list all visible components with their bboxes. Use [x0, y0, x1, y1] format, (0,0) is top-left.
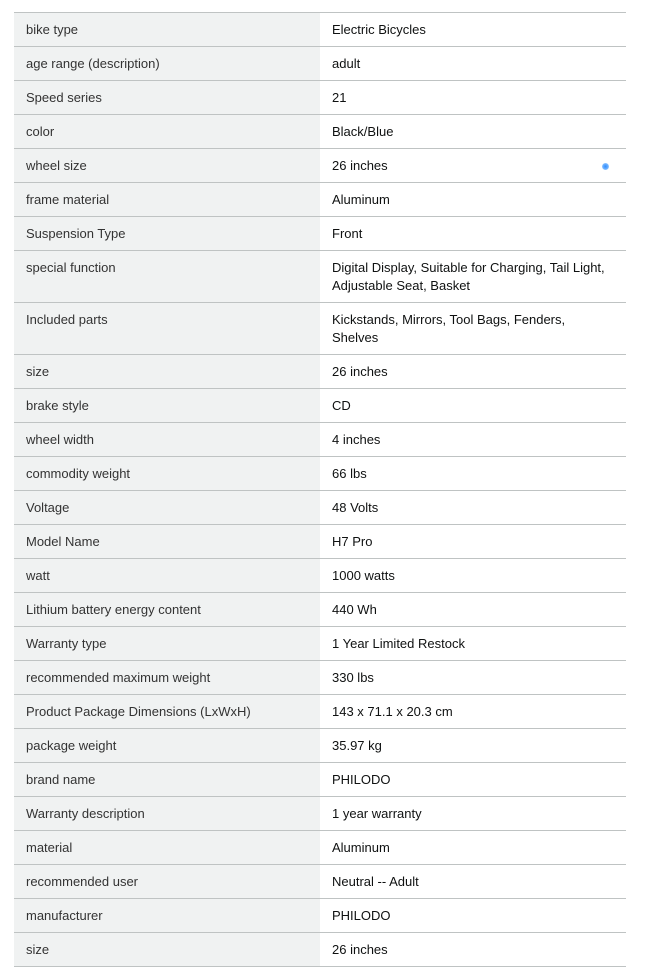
spec-row [14, 695, 626, 729]
spec-label: age range (description) [14, 47, 320, 81]
spec-row [14, 47, 626, 81]
spec-row [14, 423, 626, 457]
spec-label: package weight [14, 729, 320, 763]
spec-value: 440 Wh [320, 593, 626, 627]
spec-value: 4 inches [320, 423, 626, 457]
spec-row [14, 251, 626, 303]
spec-row [14, 303, 626, 355]
spec-row [14, 559, 626, 593]
spec-value: Electric Bicycles [320, 13, 626, 47]
spec-value: 26 inches [320, 149, 626, 183]
spec-value: Kickstands, Mirrors, Tool Bags, Fenders, Shelves [320, 303, 626, 355]
spec-row [14, 525, 626, 559]
spec-value: Digital Display, Suitable for Charging, Tail Light, Adjustable Seat, Basket [320, 251, 626, 303]
spec-label: brand name [14, 763, 320, 797]
spec-label: size [14, 355, 320, 389]
spec-label: special function [14, 251, 320, 303]
spec-row [14, 217, 626, 251]
spec-value: 26 inches [320, 355, 626, 389]
spec-row [14, 899, 626, 933]
spec-row [14, 13, 626, 47]
spec-value: 330 lbs [320, 661, 626, 695]
spec-label: Voltage [14, 491, 320, 525]
spec-label: frame material [14, 183, 320, 217]
spec-label: Warranty type [14, 627, 320, 661]
spec-value: 1 Year Limited Restock [320, 627, 626, 661]
spec-row [14, 593, 626, 627]
spec-label: Product Package Dimensions (LxWxH) [14, 695, 320, 729]
spec-value: 26 inches [320, 933, 626, 967]
spec-value: Black/Blue [320, 115, 626, 149]
spec-value: 35.97 kg [320, 729, 626, 763]
spec-value: 1000 watts [320, 559, 626, 593]
spec-label: manufacturer [14, 899, 320, 933]
spec-row [14, 491, 626, 525]
spec-label: Lithium battery energy content [14, 593, 320, 627]
spec-label: wheel width [14, 423, 320, 457]
spec-row [14, 149, 626, 183]
spec-value: PHILODO [320, 763, 626, 797]
spec-label: Speed series [14, 81, 320, 115]
spec-value: 48 Volts [320, 491, 626, 525]
spec-value: adult [320, 47, 626, 81]
spec-table-body [14, 13, 626, 967]
spec-label: Warranty description [14, 797, 320, 831]
spec-label: recommended user [14, 865, 320, 899]
spec-row [14, 831, 626, 865]
spec-label: brake style [14, 389, 320, 423]
spec-value: Neutral -- Adult [320, 865, 626, 899]
spec-value: PHILODO [320, 899, 626, 933]
spec-label: Included parts [14, 303, 320, 355]
product-specs-table [14, 12, 626, 967]
spec-label: watt [14, 559, 320, 593]
spec-row [14, 729, 626, 763]
spec-row [14, 389, 626, 423]
spec-row [14, 627, 626, 661]
spec-row [14, 797, 626, 831]
spec-row [14, 865, 626, 899]
spec-label: size [14, 933, 320, 967]
spec-value: 1 year warranty [320, 797, 626, 831]
spec-value: H7 Pro [320, 525, 626, 559]
spec-value: 143 x 71.1 x 20.3 cm [320, 695, 626, 729]
spec-label: material [14, 831, 320, 865]
spec-label: Suspension Type [14, 217, 320, 251]
spec-value: CD [320, 389, 626, 423]
spec-row [14, 763, 626, 797]
spec-row [14, 661, 626, 695]
spec-value: Aluminum [320, 831, 626, 865]
spec-label: wheel size [14, 149, 320, 183]
spec-row [14, 183, 626, 217]
spec-row [14, 115, 626, 149]
spec-label: recommended maximum weight [14, 661, 320, 695]
spec-value: 66 lbs [320, 457, 626, 491]
spec-label: color [14, 115, 320, 149]
spec-value: 21 [320, 81, 626, 115]
spec-row [14, 355, 626, 389]
spec-row [14, 933, 626, 967]
spec-row [14, 81, 626, 115]
spec-label: Model Name [14, 525, 320, 559]
spec-value: Front [320, 217, 626, 251]
spec-label: bike type [14, 13, 320, 47]
spec-value: Aluminum [320, 183, 626, 217]
cursor-dot-icon [602, 163, 609, 170]
spec-row [14, 457, 626, 491]
spec-label: commodity weight [14, 457, 320, 491]
